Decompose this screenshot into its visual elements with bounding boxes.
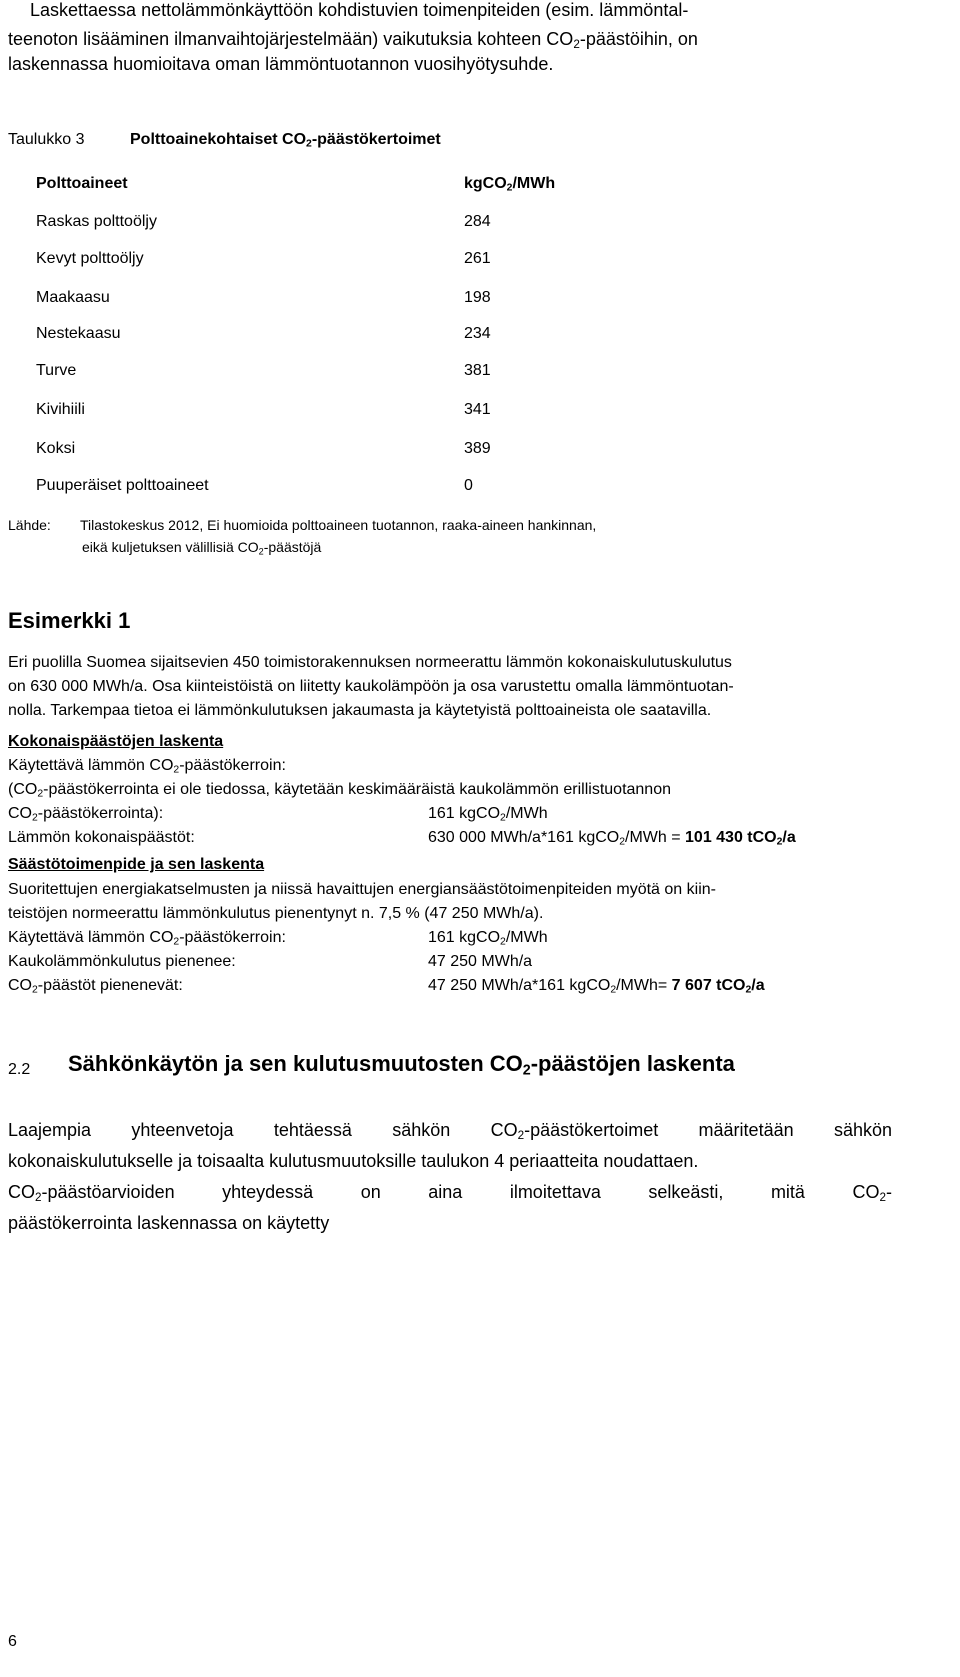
table-cell-value: 284 bbox=[464, 213, 491, 230]
intro-line-3: laskennassa huomioitava oman lämmöntuotannon vuosihyötysuhde. bbox=[8, 54, 554, 74]
section-body-line-4: päästökerrointa laskennassa on käytetty bbox=[8, 1213, 330, 1233]
example-para-line-1: Eri puolilla Suomea sijaitsevien 450 toimistorakennuksen normeerattu lämmön kokonaiskulutuskulutus bbox=[8, 654, 732, 671]
calc-line: teistöjen normeerattu lämmönkulutus pienentynyt n. 7,5 % (47 250 MWh/a). bbox=[8, 905, 544, 922]
table-cell-fuel: Koksi bbox=[36, 440, 76, 457]
section-body-line-3: $CO_2$-päästöarvioiden yhteydessä on aina ilmoitettava selkeästi, mitä $CO_2-$ bbox=[8, 1182, 892, 1204]
calc-value: 47 250 MWh/a bbox=[428, 953, 533, 970]
calc-value: 630 000 MWh/a*161 kgCO$_2$/MWh = 101 430 tCO$_2$/a bbox=[428, 829, 796, 848]
table-cell-fuel: Turve bbox=[36, 362, 77, 379]
section-number: 2.2 bbox=[8, 1061, 31, 1078]
calc-line: ($CO_2$-päästökerrointa ei ole tiedossa, käytetään keskimääräistä kaukolämmön erillistuotannon bbox=[8, 781, 671, 800]
calc-value: 47 250 MWh/a*161 kgCO$_2$/MWh= 7 607 tCO$_2$/a bbox=[428, 977, 765, 996]
table-cell-value: 261 bbox=[464, 250, 491, 267]
table-cell-fuel: Kivihiili bbox=[36, 401, 85, 418]
section-heading-total-emissions: Kokonaispäästöjen laskenta bbox=[8, 733, 224, 750]
table-cell-fuel: Raskas polttoöljy bbox=[36, 213, 157, 230]
example-para-line-2: on 630 000 MWh/a. Osa kiinteistöistä on liitetty kaukolämpöön ja osa varustettu omalla lämmöntuotan- bbox=[8, 678, 734, 695]
example-para-line-3: nolla. Tarkempaa tietoa ei lämmönkulutuksen jakaumasta ja käytetyistä polttoaineista ole saatavilla. bbox=[8, 702, 712, 719]
calc-label: Käytettävä lämmön $CO_2$-päästökerroin: bbox=[8, 929, 286, 948]
calc-label: $CO_2$-päästöt pienenevät: bbox=[8, 977, 183, 996]
table-cell-fuel: Puuperäiset polttoaineet bbox=[36, 477, 209, 494]
table-caption-title: Polttoainekohtaiset $CO_2$-päästökertoimet bbox=[130, 131, 441, 150]
table-header-fuel: Polttoaineet bbox=[36, 175, 128, 192]
section-heading-savings: Säästötoimenpide ja sen laskenta bbox=[8, 856, 265, 873]
table-header-unit: kgCO$_2$/MWh bbox=[464, 175, 556, 194]
calc-label: Lämmön kokonaispäästöt: bbox=[8, 829, 195, 846]
section-title: Sähkönkäytön ja sen kulutusmuutosten $CO_2$-päästöjen laskenta bbox=[68, 1051, 735, 1079]
source-label: Lähde: bbox=[8, 517, 51, 533]
example-heading: Esimerkki 1 bbox=[8, 608, 131, 633]
calc-label: Kaukolämmönkulutus pienenee: bbox=[8, 953, 236, 970]
table-cell-value: 198 bbox=[464, 289, 491, 306]
table-cell-value: 341 bbox=[464, 401, 491, 418]
source-line-2: eikä kuljetuksen välillisiä $CO_2$-päästöjä bbox=[82, 539, 322, 557]
table-caption-number: Taulukko 3 bbox=[8, 131, 85, 148]
calc-label: $CO_2-päästökerrointa$): bbox=[8, 805, 164, 824]
source-line-1: Tilastokeskus 2012, Ei huomioida polttoaineen tuotannon, raaka-aineen hankinnan, bbox=[80, 517, 597, 533]
page-number: 6 bbox=[8, 1633, 17, 1650]
section-body-line-2: kokonaiskulutukselle ja toisaalta kulutusmuutoksille taulukon 4 periaatteita noudattaen. bbox=[8, 1151, 699, 1171]
calc-value: 161 kgCO$_2$/MWh bbox=[428, 805, 548, 824]
table-cell-value: 0 bbox=[464, 477, 473, 494]
table-cell-fuel: Maakaasu bbox=[36, 289, 110, 306]
calc-value: 161 kgCO$_2$/MWh bbox=[428, 929, 548, 948]
table-cell-fuel: Kevyt polttoöljy bbox=[36, 250, 144, 267]
calc-line: Käytettävä lämmön $CO_2$-päästökerroin: bbox=[8, 757, 286, 776]
table-cell-value: 234 bbox=[464, 325, 491, 342]
table-cell-value: 381 bbox=[464, 362, 491, 379]
section-body-line-1: Laajempia yhteenvetoja tehtäessä sähkön $CO_2$-päästökertoimet määritetään sähkön bbox=[8, 1120, 892, 1142]
calc-line: Suoritettujen energiakatselmusten ja niissä havaittujen energiansäästötoimenpiteiden myötä on kiin- bbox=[8, 881, 716, 898]
table-cell-value: 389 bbox=[464, 440, 491, 457]
intro-line-1: Laskettaessa nettolämmönkäyttöön kohdistuvien toimenpiteiden (esim. lämmöntal- bbox=[30, 0, 689, 20]
intro-line-2: teenoton lisääminen ilmanvaihtojärjestelmään) vaikutuksia kohteen $CO_2$-päästöihin, on bbox=[8, 29, 698, 51]
table-cell-fuel: Nestekaasu bbox=[36, 325, 121, 342]
